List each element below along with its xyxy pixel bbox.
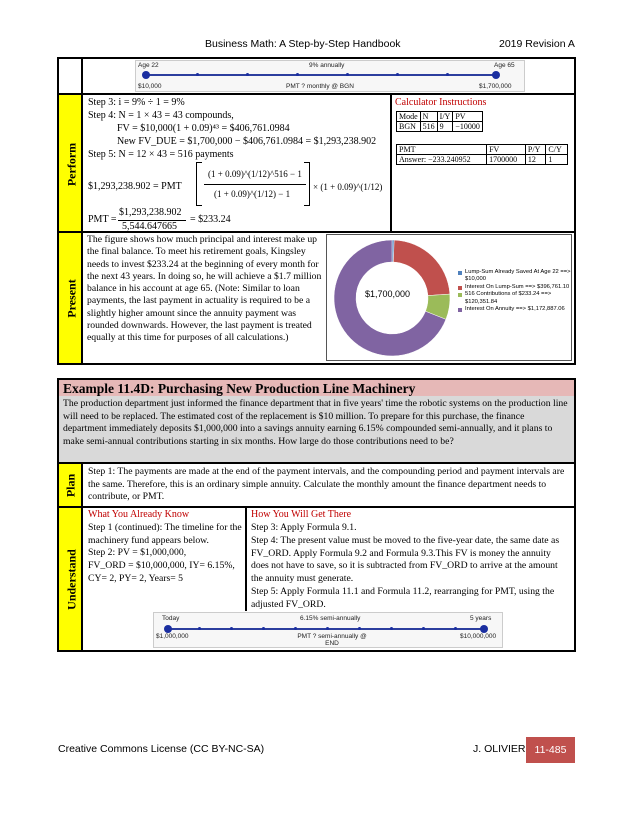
perform-label: Perform [64,142,79,187]
calc-h-n: N [420,112,437,122]
know-cy: CY= 2, PY= 2, Years= 5 [88,573,183,584]
timeline2-middle-top: 6.15% semi-annually [300,615,361,622]
example-problem [57,396,576,464]
perform-new-fv: New FV_DUE = $1,700,000 − $406,761.0984 = $1,293,238.902 [117,136,377,147]
timeline2-middle-bottom: PMT ? semi-annually @ END [297,633,367,647]
legend-item-1 [458,284,572,291]
left-gutter [57,57,83,95]
present-text: The figure shows how much principal and interest make up the final balance. To meet his retirement goals, Kingsley needs to invest $233.24 at the beginning of every month for the next 43 years. In doing so, he will achieve a $1.7 million balance in his account at age 65. (Note: Similar to loan payments, the last payment in actuality is required to be a slightly higher amount since the annuity payment was rounded downwards. However, the last payment is treated equally at this time for purposes of all calculations.) [87,234,322,344]
know-fv: FV_ORD = $10,000,000, IY= 6.15%, [88,560,235,571]
timeline2-end-bottom: $10,000,000 [460,633,497,640]
legend-item-3 [458,306,572,313]
timeline2-start-bottom: $1,000,000 [156,633,189,640]
get-title: How You Will Get There [251,509,352,520]
timeline-start-dot [142,71,150,79]
calc-h-fv: FV [487,145,526,155]
legend-label-2: 516 Contributions of $233.24 ==> $120,351.84 [465,291,552,305]
calc-table-2 [396,144,568,165]
pmt-eq-bracket-left [196,162,202,206]
perform-label-cell [57,93,83,233]
calc-v-cy: 1 [546,155,568,165]
timeline2-end-top: 5 years [470,615,492,622]
get-step4: Step 4: The present value must be moved to the five-year date, the same date as FV_ORD. Apply Formula 9.2 and Formula 9.3.This FV is money the annuity does not have to save, so it is subtracted from FV_ORD to arrive at the amount the annuity must generate. [251,535,560,584]
example-title-bar [57,378,576,398]
pmt-result-right: = $233.24 [190,214,231,225]
calc-v-mode: BGN [397,122,421,132]
present-label: Present [64,279,79,318]
calc-v-pmt: Answer: −233.240952 [397,155,487,165]
plan-text: Step 1: The payments are made at the end of the payment intervals, and the compounding period and payment intervals are the same. Therefore, this is an ordinary simple annuity. Calculate the monthly amount the finance department needs to contribute, or PMT. [88,466,565,503]
pie-center-label: $1,700,000 [365,289,411,299]
pmt-eq-right: × (1 + 0.09)^(1/12) [313,182,383,192]
calc-title: Calculator Instructions [395,97,487,108]
timeline-middle-top: 9% annually [309,62,345,69]
pmt-eq-denominator: (1 + 0.09)^(1/12) − 1 [214,189,291,199]
header-revision: 2019 Revision A [499,38,575,50]
plan-label: Plan [63,473,78,498]
perform-step4: Step 4: N = 1 × 43 = 43 compounds, [88,110,234,121]
calc-v-iy: 9 [437,122,453,132]
perform-fv: FV = $10,000(1 + 0.09)⁴³ = $406,761.0984 [117,123,290,134]
calc-v-pv: −10000 [453,122,483,132]
calc-h-pv: PV [453,112,483,122]
present-label-cell [57,231,83,365]
plan-label-cell [57,462,83,508]
legend-label-1: Interest On Lump-Sum ==> $396,761.10 [465,283,570,290]
pmt-eq-left: $1,293,238.902 = PMT [88,181,182,192]
pie-slice-1 [393,240,450,296]
timeline-end-dot [492,71,500,79]
page-number-badge: 11-485 [526,737,575,763]
pmt-eq-numerator: (1 + 0.09)^(1/12)^516 − 1 [208,169,302,179]
pmt-eq-bracket-right [304,162,310,206]
pmt-result-den: 5,544.647665 [122,221,177,232]
timeline-start-top: Age 22 [138,62,159,69]
calc-v-n: 516 [420,122,437,132]
know-title: What You Already Know [88,509,190,520]
pmt-result-left: PMT = [88,214,117,225]
calc-h-iy: I/Y [437,112,453,122]
legend-item-0 [458,269,572,284]
timeline-top [135,60,525,92]
understand-label: Understand [64,549,79,610]
calc-h-cy: C/Y [546,145,568,155]
calc-table-1 [396,111,483,132]
timeline-bottom [153,612,503,648]
calc-h-mode: Mode [397,112,421,122]
header-title: Business Math: A Step-by-Step Handbook [205,38,401,50]
get-step5: Step 5: Apply Formula 11.1 and Formula 11.2, rearranging for PMT, using the adjusted FV_ORD. [251,586,555,610]
timeline-start-bottom: $10,000 [138,83,162,90]
present-chart-frame [326,234,572,361]
legend-item-2 [458,291,572,306]
calc-v-fv: 1700000 [487,155,526,165]
timeline-end-bottom: $1,700,000 [479,83,512,90]
perform-step5: Step 5: N = 12 × 43 = 516 payments [88,149,234,160]
legend-label-0: Lump-Sum Already Saved At Age 22 ==> $10,000 [465,269,571,283]
timeline2-end-dot [480,625,488,633]
know-step1: Step 1 (continued): The timeline for the machinery fund appears below. [88,522,242,546]
footer-author: J. OLIVIER [473,743,526,755]
example-problem-text: The production department just informed the finance department that in five years' time the robotic systems on the production line will need to be replaced. The estimated cost of the replacement is $10 million. To prepare for this purchase, the finance department immediately deposits $1,000,000 into a savings annuity earning 6.15% compounded semi-annually, and it plans to make semi-annual contributions starting in six months. How large do those contributions need to be? [63,398,568,447]
timeline2-start-top: Today [162,615,180,622]
legend-label-3: Interest On Annuity ==> $1,172,887.06 [465,306,565,313]
perform-step3: Step 3: i = 9% ÷ 1 = 9% [88,97,185,108]
calc-h-pmt: PMT [397,145,487,155]
example-title: Example 11.4D: Purchasing New Production Line Machinery [63,381,416,396]
timeline2-start-dot [164,625,172,633]
understand-label-cell [57,506,83,652]
pmt-result-num: $1,293,238.902 [119,207,182,218]
calc-h-py: P/Y [525,145,546,155]
timeline-middle-bottom: PMT ? monthly @ BGN [286,83,354,90]
pie-legend [458,269,572,313]
know-step2: Step 2: PV = $1,000,000, [88,547,187,558]
timeline-end-top: Age 65 [494,62,515,69]
calc-v-py: 12 [525,155,546,165]
get-step3: Step 3: Apply Formula 9.1. [251,522,357,533]
footer-license: Creative Commons License (CC BY-NC-SA) [58,743,265,755]
